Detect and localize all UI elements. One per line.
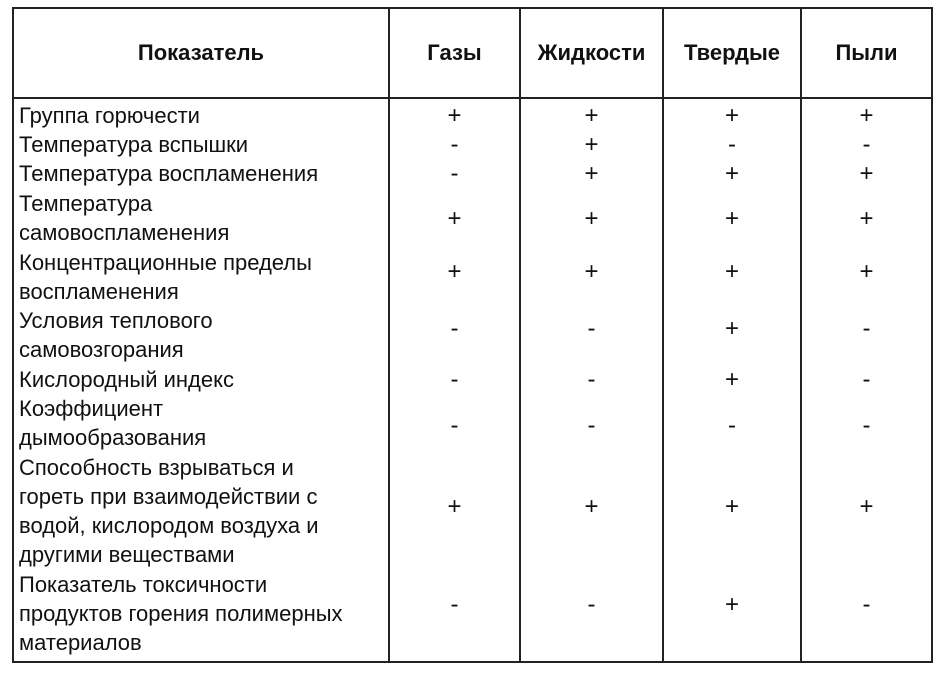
row-label: Условия теплового самовозгорания (19, 308, 213, 362)
cell-dusts: - (862, 131, 871, 158)
cell-liquids: + (584, 493, 599, 520)
cell-gases: - (450, 315, 459, 342)
cell-dusts: - (862, 315, 871, 342)
cell-gases: - (450, 160, 459, 187)
cell-dusts: + (859, 102, 874, 129)
cell-liquids: + (584, 131, 599, 158)
cell-gases: - (450, 131, 459, 158)
cell-dusts: + (859, 493, 874, 520)
cell-solids: + (724, 366, 739, 393)
header-liquids: Жидкости (537, 40, 646, 65)
cell-liquids: + (584, 160, 599, 187)
properties-table (12, 7, 933, 663)
cell-liquids: - (587, 591, 596, 618)
row-label: Температура самовоспламенения (19, 191, 230, 245)
header-divider (14, 97, 931, 99)
cell-dusts: + (859, 160, 874, 187)
cell-dusts: + (859, 205, 874, 232)
cell-solids: + (724, 493, 739, 520)
cell-dusts: - (862, 412, 871, 439)
cell-gases: + (447, 102, 462, 129)
cell-solids: + (724, 102, 739, 129)
cell-gases: + (447, 205, 462, 232)
row-label: Кислородный индекс (19, 367, 234, 392)
header-solids: Твердые (684, 40, 780, 65)
header-gases: Газы (427, 40, 482, 65)
row-label: Температура вспышки (19, 132, 249, 157)
cell-solids: + (724, 315, 739, 342)
cell-liquids: - (587, 366, 596, 393)
cell-solids: - (728, 412, 736, 439)
cell-solids: - (728, 131, 736, 158)
cell-solids: + (724, 258, 739, 285)
cell-dusts: - (862, 591, 871, 618)
cell-gases: - (450, 412, 459, 439)
cell-gases: + (447, 493, 462, 520)
cell-solids: + (724, 205, 739, 232)
cell-liquids: - (587, 315, 596, 342)
row-label: Концентрационные пределы воспламенения (19, 250, 312, 304)
cell-solids: + (724, 591, 739, 618)
cell-liquids: - (587, 412, 596, 439)
row-label: Показатель токсичности продуктов горения полимерных материалов (19, 572, 343, 655)
cell-solids: + (724, 160, 739, 187)
header-indicator: Показатель (137, 40, 265, 65)
cell-dusts: + (859, 258, 874, 285)
cell-liquids: + (584, 205, 599, 232)
row-label: Коэффициент дымообразования (19, 396, 207, 450)
header-dusts: Пыли (835, 40, 898, 65)
row-label: Температура воспламенения (19, 161, 319, 186)
cell-liquids: + (584, 102, 599, 129)
cell-gases: - (450, 366, 459, 393)
cell-gases: - (450, 591, 459, 618)
row-label: Способность взрываться и гореть при взаимодействии с водой, кислородом воздуха и другими веществами (19, 455, 319, 567)
cell-dusts: - (862, 366, 871, 393)
cell-liquids: + (584, 258, 599, 285)
cell-gases: + (447, 258, 462, 285)
row-label: Группа горючести (19, 103, 200, 128)
